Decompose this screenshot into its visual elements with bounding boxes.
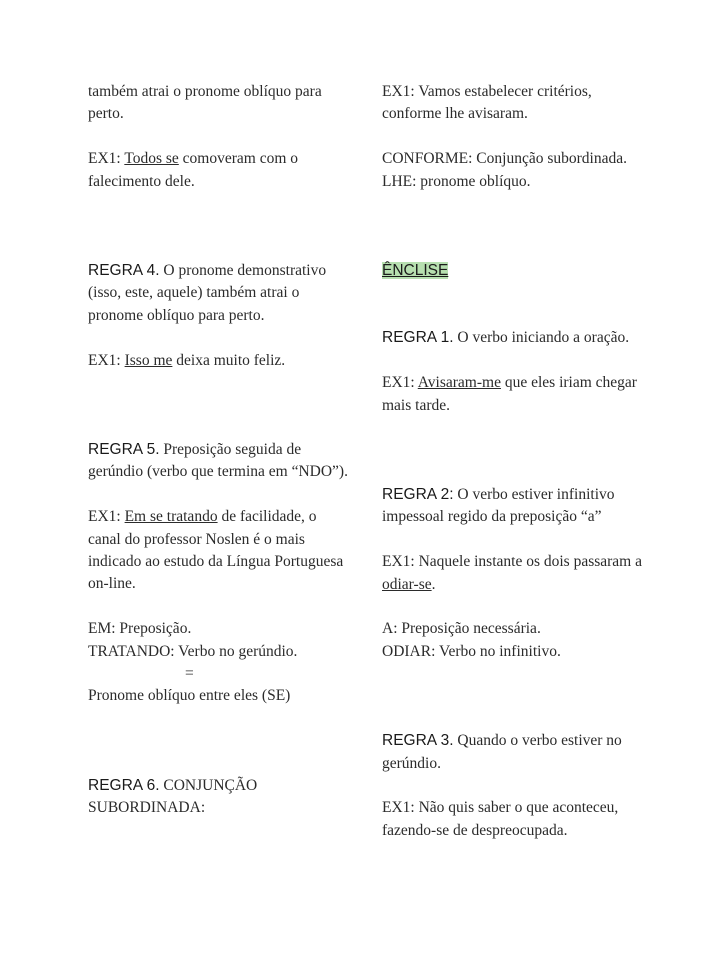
regra-6-text: CONJUNÇÃO SUBORDINADA:	[88, 776, 258, 817]
note-odiar: ODIAR: Verbo no infinitivo.	[382, 642, 561, 660]
example-prefix: EX1:	[88, 508, 125, 526]
example-prefix: EX1:	[382, 374, 418, 392]
example-highlight: Isso me	[124, 351, 173, 369]
note-tratando: TRATANDO: Verbo no gerúndio.	[88, 642, 298, 660]
example-highlight: Em se tratando	[124, 508, 218, 526]
note-conforme: CONFORME: Conjunção subordinada.	[382, 150, 627, 168]
example-highlight: Todos se	[124, 150, 179, 168]
regra-6	[88, 775, 350, 820]
section-title-text: ÊNCLISE	[382, 262, 449, 280]
regra-2-text: O verbo estiver infinitivo impessoal regido da preposição “a”	[382, 486, 615, 526]
regra-1-text: O verbo iniciando a oração.	[453, 329, 630, 347]
right-column	[382, 81, 642, 842]
example-rest: .	[431, 575, 436, 593]
example-highlight: Avisaram-me	[417, 374, 501, 392]
section-title-enclise	[382, 260, 642, 282]
note-lhe: LHE: pronome oblíquo.	[382, 172, 531, 190]
regra-3	[382, 730, 642, 775]
example-odiar-se	[382, 551, 642, 596]
example-isso-me	[88, 350, 350, 372]
equals-sign: =	[185, 665, 194, 683]
example-prefix: EX1:	[88, 150, 125, 168]
regra-2-heading: REGRA 2:	[382, 486, 454, 504]
example-avisaram-me	[382, 372, 642, 417]
note-a: A: Preposição necessária.	[382, 620, 541, 638]
regra-2	[382, 484, 642, 529]
regra-4	[88, 260, 350, 327]
example-em-se-tratando	[88, 506, 350, 596]
example-highlight: odiar-se	[382, 575, 432, 593]
regra-1-heading: REGRA 1.	[382, 329, 454, 347]
left-column	[88, 81, 350, 820]
example-rest: de facilidade, o canal do professor Noslen é o mais indicado ao estudo da Língua Portuguesa on-line.	[88, 508, 344, 593]
example-prefix: EX1: Naquele instante os dois passaram a	[382, 553, 642, 571]
note-pronome: Pronome oblíquo entre eles (SE)	[88, 687, 291, 705]
example-rest: deixa muito feliz.	[172, 351, 286, 369]
regra-5	[88, 439, 350, 484]
regra-5-heading: REGRA 5.	[88, 441, 160, 459]
regra-3-heading: REGRA 3.	[382, 732, 454, 750]
example-rest: que eles iriam chegar mais tarde.	[382, 374, 637, 414]
example-conforme: EX1: Vamos estabelecer critérios, conforme lhe avisaram.	[382, 83, 592, 123]
regra-1	[382, 327, 642, 349]
example-rest: comoveram com o falecimento dele.	[88, 150, 299, 190]
regra-5-text: Preposição seguida de gerúndio (verbo que termina em “NDO”).	[88, 441, 348, 481]
example-todos-se	[88, 148, 350, 193]
example-prefix: EX1:	[88, 351, 125, 369]
regra-3-text: Quando o verbo estiver no gerúndio.	[382, 732, 622, 772]
example-fazendo-se: EX1: Não quis saber o que aconteceu, fazendo-se de despreocupada.	[382, 799, 619, 839]
regra-4-text: O pronome demonstrativo (isso, este, aquele) também atrai o pronome oblíquo para perto.	[88, 262, 327, 324]
regra-6-heading: REGRA 6.	[88, 776, 160, 794]
note-em: EM: Preposição.	[88, 620, 192, 638]
regra-4-heading: REGRA 4.	[88, 262, 160, 280]
intro-text: também atrai o pronome oblíquo para perto.	[88, 83, 322, 123]
